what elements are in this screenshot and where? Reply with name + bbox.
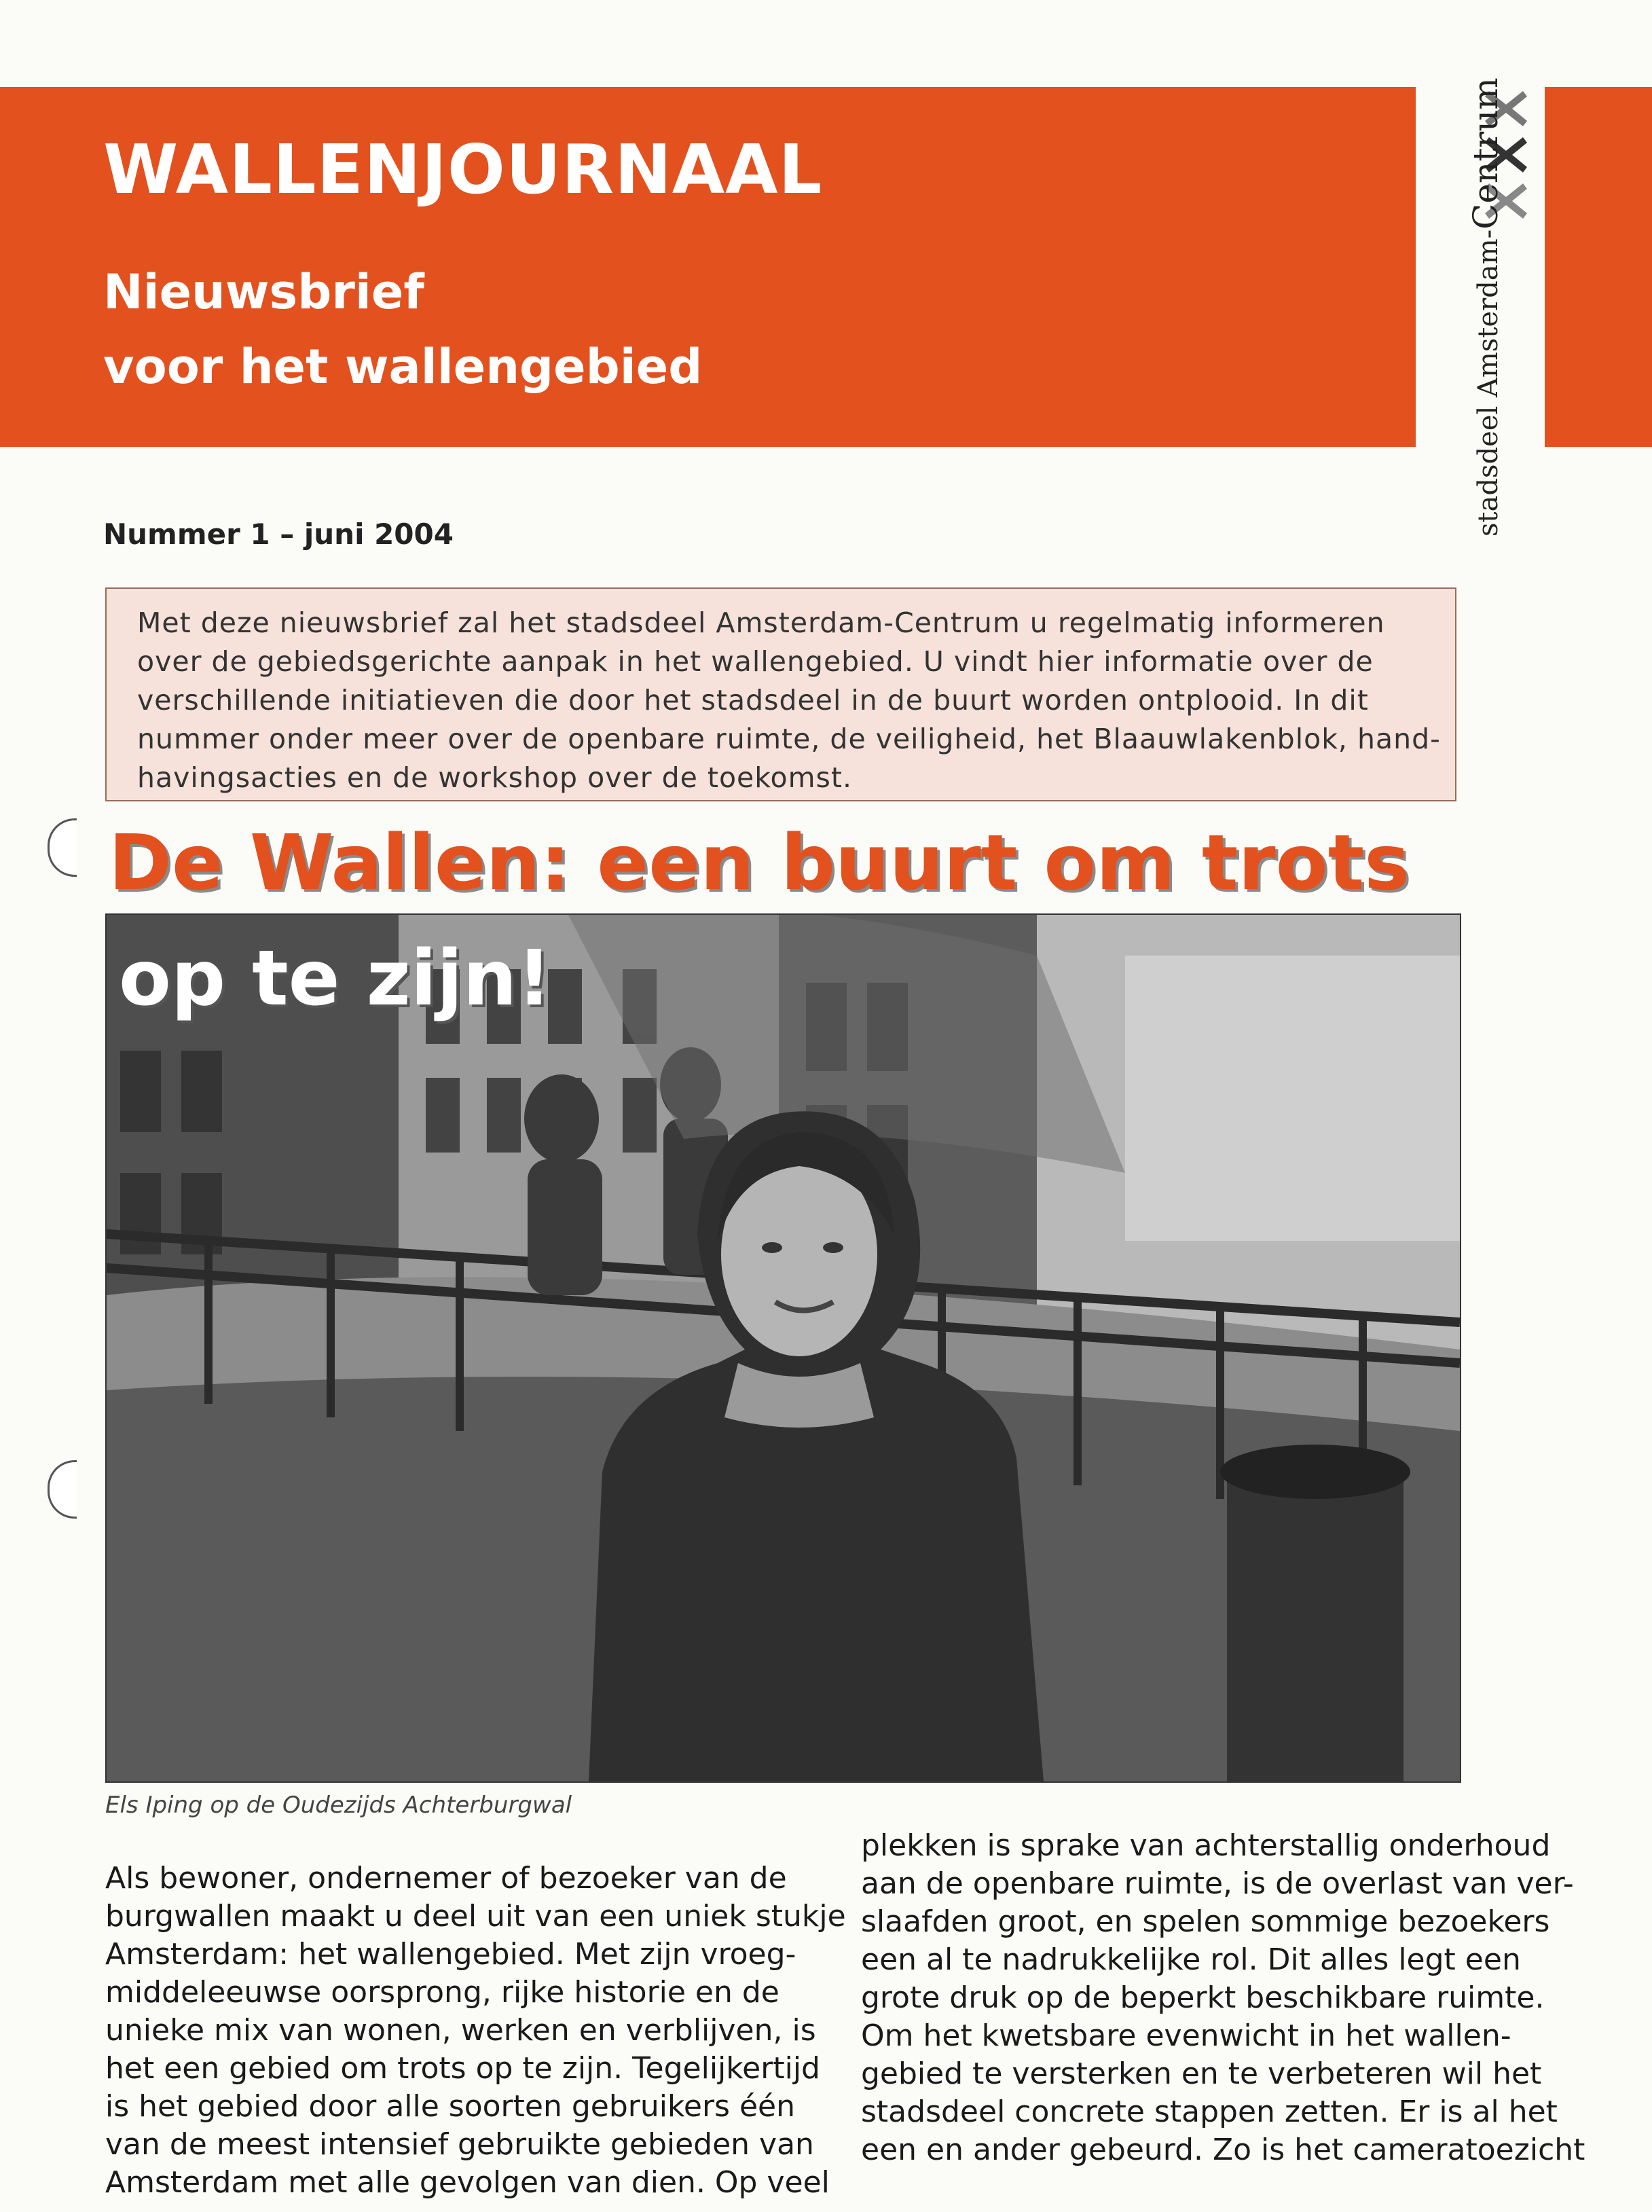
- intro-line: nummer onder meer over de openbare ruimte, de veiligheid, het Blaauwlakenblok, hand-: [137, 723, 1441, 755]
- body-line: van de meest intensief gebruikte gebieden van: [105, 2127, 814, 2162]
- article-column-right: [861, 1827, 1585, 2169]
- issue-number: Nummer 1 – juni 2004: [103, 518, 454, 551]
- intro-line: Met deze nieuwsbrief zal het stadsdeel Amsterdam-Centrum u regelmatig informeren: [137, 606, 1385, 639]
- binder-punch-hole: [48, 818, 77, 877]
- body-line: aan de openbare ruimte, is de overlast van ver-: [861, 1866, 1574, 1901]
- headline-line2: op te zijn!: [119, 935, 552, 1023]
- logo-text-small: stadsdeel Amsterdam-: [1473, 229, 1504, 537]
- intro-line: havingsacties en de workshop over de toekomst.: [137, 761, 853, 794]
- body-line: middeleeuwse oorsprong, rijke historie en de: [105, 1975, 779, 2010]
- article-column-left: [105, 1860, 846, 2202]
- newsletter-subtitle-line1: Nieuwsbrief: [103, 264, 424, 320]
- body-line: gebied te versterken en te verbeteren wil het: [861, 2056, 1542, 2091]
- logo-text-big: Centrum: [1466, 77, 1505, 230]
- headline-line1: De Wallen: een buurt om trots: [109, 819, 1410, 907]
- intro-line: over de gebiedsgerichte aanpak in het wallengebied. U vindt hier informatie over de: [137, 645, 1374, 678]
- body-line: stadsdeel concrete stappen zetten. Er is al het: [861, 2095, 1558, 2129]
- body-line: een al te nadrukkelijke rol. Dit alles legt een: [861, 1942, 1521, 1977]
- body-line: is het gebied door alle soorten gebruikers één: [105, 2089, 795, 2124]
- intro-box: [105, 587, 1456, 801]
- body-line: Als bewoner, ondernemer of bezoeker van de: [105, 1861, 787, 1896]
- body-line: unieke mix van wonen, werken en verblijven, is: [105, 2013, 816, 2048]
- body-line: het een gebied om trots op te zijn. Tegelijkertijd: [105, 2051, 820, 2086]
- body-line: Amsterdam met alle gevolgen van dien. Op veel: [105, 2165, 830, 2200]
- body-line: Om het kwetsbare evenwicht in het wallen-: [861, 2018, 1511, 2053]
- newsletter-subtitle-line2: voor het wallengebied: [103, 339, 703, 395]
- body-line: grote druk op de beperkt beschikbare ruimte.: [861, 1980, 1545, 2015]
- binder-punch-hole: [48, 1460, 77, 1519]
- article-photo: [105, 913, 1461, 1783]
- newsletter-title: WALLENJOURNAAL: [103, 130, 823, 209]
- body-line: burgwallen maakt u deel uit van een uniek stukje: [105, 1899, 846, 1934]
- photo-illustration: [107, 915, 1460, 1781]
- body-line: Amsterdam: het wallengebied. Met zijn vroeg-: [105, 1937, 796, 1972]
- stadsdeel-logo-text: [1466, 77, 1505, 537]
- photo-caption: Els Iping op de Oudezijds Achterburgwal: [105, 1792, 572, 1819]
- intro-line: verschillende initiatieven die door het stadsdeel in de buurt worden ontplooid. In dit: [137, 684, 1369, 717]
- body-line: een en ander gebeurd. Zo is het cameratoezicht: [861, 2133, 1585, 2167]
- body-line: slaafden groot, en spelen sommige bezoekers: [861, 1904, 1550, 1939]
- header-banner-right: [1545, 87, 1652, 447]
- body-line: plekken is sprake van achterstallig onderhoud: [861, 1828, 1551, 1863]
